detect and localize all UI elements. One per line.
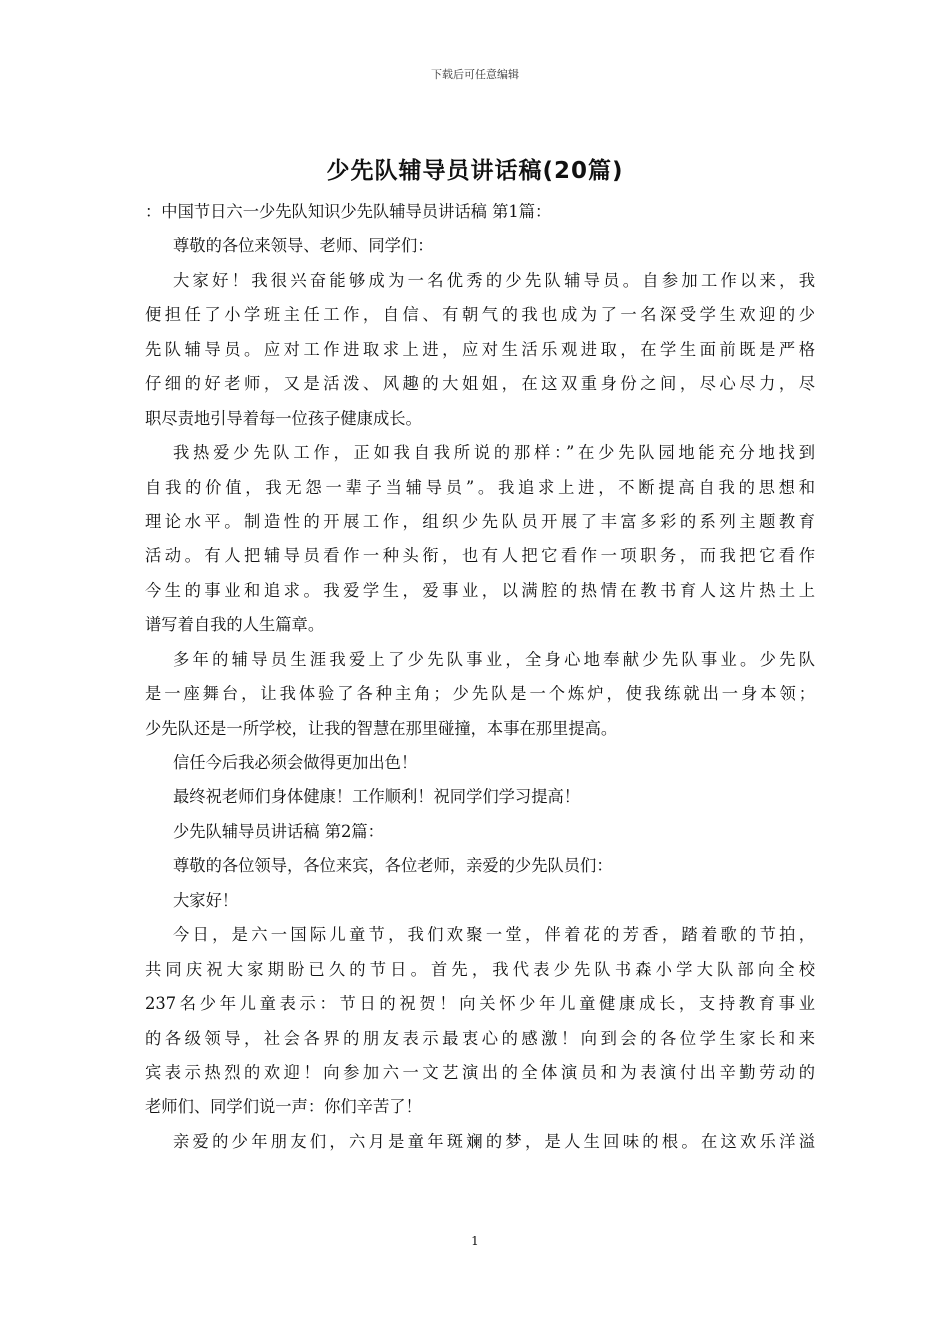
text-line: 的各级领导，社会各界的朋友表示最衷心的感激！向到会的各位学生家长和来 [145, 1028, 815, 1048]
text-line: 今生的事业和追求。我爱学生，爱事业，以满腔的热情在教书育人这片热土上 [145, 580, 815, 600]
text-line: 今日，是六一国际儿童节，我们欢聚一堂，伴着花的芳香，踏着歌的节拍， [173, 925, 815, 945]
text-line: 便担任了小学班主任工作，自信、有朝气的我也成为了一名深受学生欢迎的少 [145, 305, 815, 325]
text-line: 尊敬的各位来领导、老师、同学们： [173, 236, 434, 256]
document-title: 少先队辅导员讲话稿(20篇) [326, 158, 624, 184]
text-line: 大家好！ [173, 890, 239, 910]
text-line: 大家好！我很兴奋能够成为一名优秀的少先队辅导员。自参加工作以来，我 [173, 270, 815, 290]
text-line: 是一座舞台，让我体验了各种主角；少先队是一个炼炉，使我练就出一身本领； [145, 684, 815, 704]
text-line: 职尽责地引导着每一位孩子健康成长。 [145, 408, 422, 428]
text-line: 237名少年儿童表示：节日的祝贺！向关怀少年儿童健康成长，支持教育事业 [145, 994, 815, 1014]
header-note: 下载后可任意编辑 [431, 68, 519, 81]
text-line: 少先队还是一所学校，让我的智慧在那里碰撞，本事在那里提高。 [145, 718, 618, 738]
text-line: 老师们、同学们说一声：你们辛苦了！ [145, 1097, 422, 1117]
text-line: 亲爱的少年朋友们，六月是童年斑斓的梦，是人生回味的根。在这欢乐洋溢 [173, 1131, 815, 1151]
text-line: 多年的辅导员生涯我爱上了少先队事业，全身心地奉献少先队事业。少先队 [173, 649, 815, 669]
text-line: 理论水平。制造性的开展工作，组织少先队员开展了丰富多彩的系列主题教育 [145, 511, 815, 531]
text-line: 最终祝老师们身体健康！工作顺利！祝同学们学习提高！ [173, 787, 581, 807]
text-line: ：中国节日六一少先队知识少先队辅导员讲话稿 第1篇： [145, 202, 552, 221]
section-heading: 少先队辅导员讲话稿 第2篇： [173, 821, 384, 841]
page-number: 1 [471, 1234, 479, 1248]
text-line: 仔细的好老师，又是活泼、风趣的大姐姐，在这双重身份之间，尽心尽力，尽 [145, 374, 815, 394]
text-line: 共同庆祝大家期盼已久的节日。首先，我代表少先队书森小学大队部向全校 [145, 959, 815, 979]
text-line: 先队辅导员。应对工作进取求上进，应对生活乐观进取，在学生面前既是严格 [145, 339, 815, 359]
text-line: 信任今后我必须会做得更加出色！ [173, 753, 418, 772]
text-line: 我热爱少先队工作，正如我自我所说的那样：”在少先队园地能充分地找到 [173, 443, 815, 463]
text-line: 尊敬的各位领导，各位来宾，各位老师，亲爱的少先队员们： [173, 856, 613, 876]
text-line: 自我的价值，我无怨一辈子当辅导员”。我追求上进，不断提高自我的思想和 [145, 477, 815, 497]
text-line: 活动。有人把辅导员看作一种头衔，也有人把它看作一项职务，而我把它看作 [145, 546, 815, 566]
text-line: 谱写着自我的人生篇章。 [145, 615, 325, 635]
text-line: 宾表示热烈的欢迎！向参加六一文艺演出的全体演员和为表演付出辛勤劳动的 [145, 1062, 815, 1082]
document-body [145, 195, 815, 1159]
